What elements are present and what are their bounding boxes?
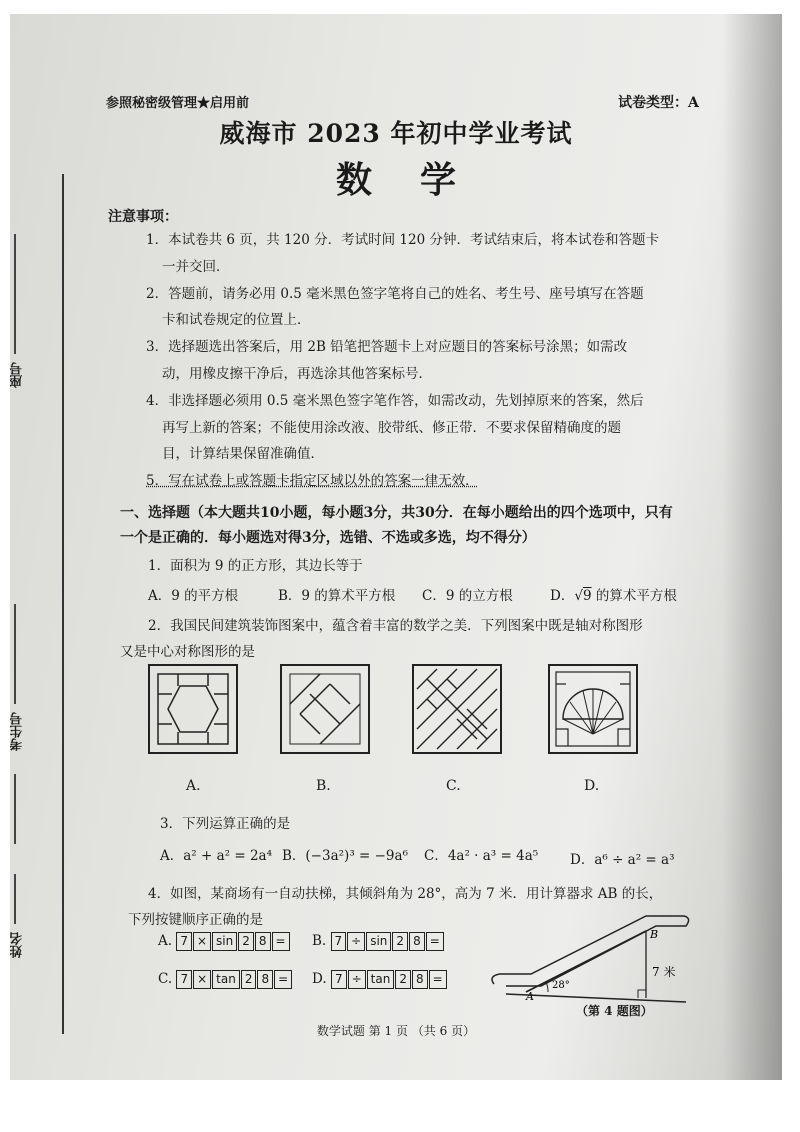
pattern-c-figure [412,664,502,754]
key-7: 7 [176,932,192,951]
q3-option-a: A．a² + a² = 2a⁴ [160,848,273,864]
exam-no-label: 考生号 [10,712,25,751]
notice-line: 再写上新的答案；不能使用涂改液、胶带纸、修正带．不要求保留精确度的题 [162,420,621,436]
pattern-b-figure [280,664,370,754]
q4-option-a-label: A. [158,933,173,949]
notice-line: 卡和试卷规定的位置上． [162,312,311,328]
right-angle-mark [638,990,646,998]
q4-option-c [158,970,293,989]
notice-line: 5．写在试卷上或答题卡指定区域以外的答案一律无效． [146,473,479,489]
key-8: 8 [412,970,428,989]
key-2: 2 [392,932,408,951]
pattern-c-label: C. [446,778,461,794]
pattern-d-label: D. [584,778,600,794]
key-equals: = [429,970,447,989]
q2-stem: 2．我国民间建筑装饰图案中，蕴含着丰富的数学之美．下列图案中既是轴对称图形 [148,618,643,634]
notice-line: 4．非选择题必须用 0.5 毫米黑色签字笔作答，如需改动，先划掉原来的答案，然后 [146,393,644,409]
key-divide: ÷ [348,970,366,989]
notice-line: 动，用橡皮擦干净后，再选涂其他答案标号． [162,366,432,382]
q1-stem: 1．面积为 9 的正方形，其边长等于 [148,558,363,574]
exam-paper [10,14,782,1080]
section-heading-cont: 一个是正确的．每小题选对得3分，选错、不选或多选，均不得分） [120,530,536,546]
q4-option-a [158,932,291,951]
q1-option-d-suffix: 的算术平方根 [591,588,677,604]
q4-option-c-label: C. [158,971,173,987]
pattern-b-label: B. [316,778,331,794]
key-8: 8 [409,932,425,951]
key-7: 7 [176,970,192,989]
escalator-figure [486,894,696,1004]
key-multiply: × [193,932,211,951]
seat-field [10,234,50,434]
q4-stem: 4．如图，某商场有一自动扶梯，其倾斜角为 28°，高为 7 米．用计算器求 AB 的长， [148,886,663,902]
point-b-label: B [650,928,659,941]
pattern-a-label: A. [186,778,201,794]
notice-heading: 注意事项： [108,209,178,225]
key-sin: sin [366,932,391,951]
q4-option-d-label: D. [312,971,327,987]
angle-label: 28° [552,980,570,991]
section-heading: 一、选择题（本大题共10小题，每小题3分，共30分．在每小题给出的四个选项中，只有 [120,505,673,521]
key-sin: sin [212,932,237,951]
notice-line: 3．选择题选出答案后，用 2B 铅笔把答题卡上对应题目的答案标号涂黑；如需改 [146,339,628,355]
binding-line [62,174,64,1034]
seat-underline [14,234,16,354]
key-7: 7 [331,932,347,951]
paper-type: 试卷类型：A [618,95,699,111]
key-equals: = [426,932,444,951]
q2-stem-cont: 又是中心对称图形的是 [120,644,255,660]
key-equals: = [272,932,290,951]
notice-line: 2．答题前，请务必用 0.5 毫米黑色签字笔将自己的姓名、考生号、座号填写在答题 [146,286,644,302]
escalator-slope [526,931,646,992]
q4-option-d [312,970,448,989]
q4-option-b [312,932,445,951]
key-7: 7 [331,970,347,989]
notice-line: 目，计算结果保留准确值． [162,446,324,462]
secret-level-label: 参照秘密级管理★启用前 [106,96,250,111]
key-equals: = [274,970,292,989]
q3-option-b: B．(−3a²)³ = −9a⁶ [282,848,408,864]
key-tan: tan [212,970,240,989]
figure-caption: （第 4 题图） [576,1004,653,1018]
name-label: 姓名 [10,932,25,958]
q4-option-b-label: B. [312,933,327,949]
q1-option-c: C．9 的立方根 [422,588,513,604]
q3-option-c: C．4a² · a³ = 4a⁵ [424,848,539,864]
q1-option-a: A．9 的平方根 [148,588,239,604]
exam-title: 威海市 2023 年初中学业考试 [219,119,573,148]
key-divide: ÷ [347,932,365,951]
key-8: 8 [255,932,271,951]
height-label: 7 米 [652,965,676,979]
exam-no-field [10,604,50,844]
key-2: 2 [241,970,257,989]
q4-stem-cont: 下列按键顺序正确的是 [128,912,263,928]
q1-option-b: B．9 的算术平方根 [278,588,396,604]
q1-option-d [550,584,677,604]
point-a-label: A [526,990,534,1003]
q1-radicand: 9 [582,588,592,604]
q3-stem: 3．下列运算正确的是 [160,816,291,832]
sqrt-symbol: √ [574,588,583,604]
exam-no-underline-2 [14,774,16,844]
pattern-d-figure [548,664,638,754]
notice-line: 一并交回． [162,259,230,275]
key-2: 2 [395,970,411,989]
q3-option-d: D．a⁶ ÷ a² = a³ [570,852,675,868]
key-tan: tan [367,970,395,989]
pattern-a-figure [148,664,238,754]
key-multiply: × [193,970,211,989]
name-underline [14,874,16,924]
q1-option-d-prefix: D． [550,588,575,604]
key-2: 2 [238,932,254,951]
subject-title: 数学 [335,159,504,201]
seat-label: 座号 [10,362,25,388]
notice-line: 1．本试卷共 6 页，共 120 分．考试时间 120 分钟．考试结束后，将本试卷和答题卡 [146,232,659,248]
key-8: 8 [257,970,273,989]
angle-arc [546,982,548,992]
page-footer: 数学试题 第 1 页 （共 6 页） [316,1024,476,1038]
name-field [10,874,50,1014]
exam-no-underline [14,604,16,704]
